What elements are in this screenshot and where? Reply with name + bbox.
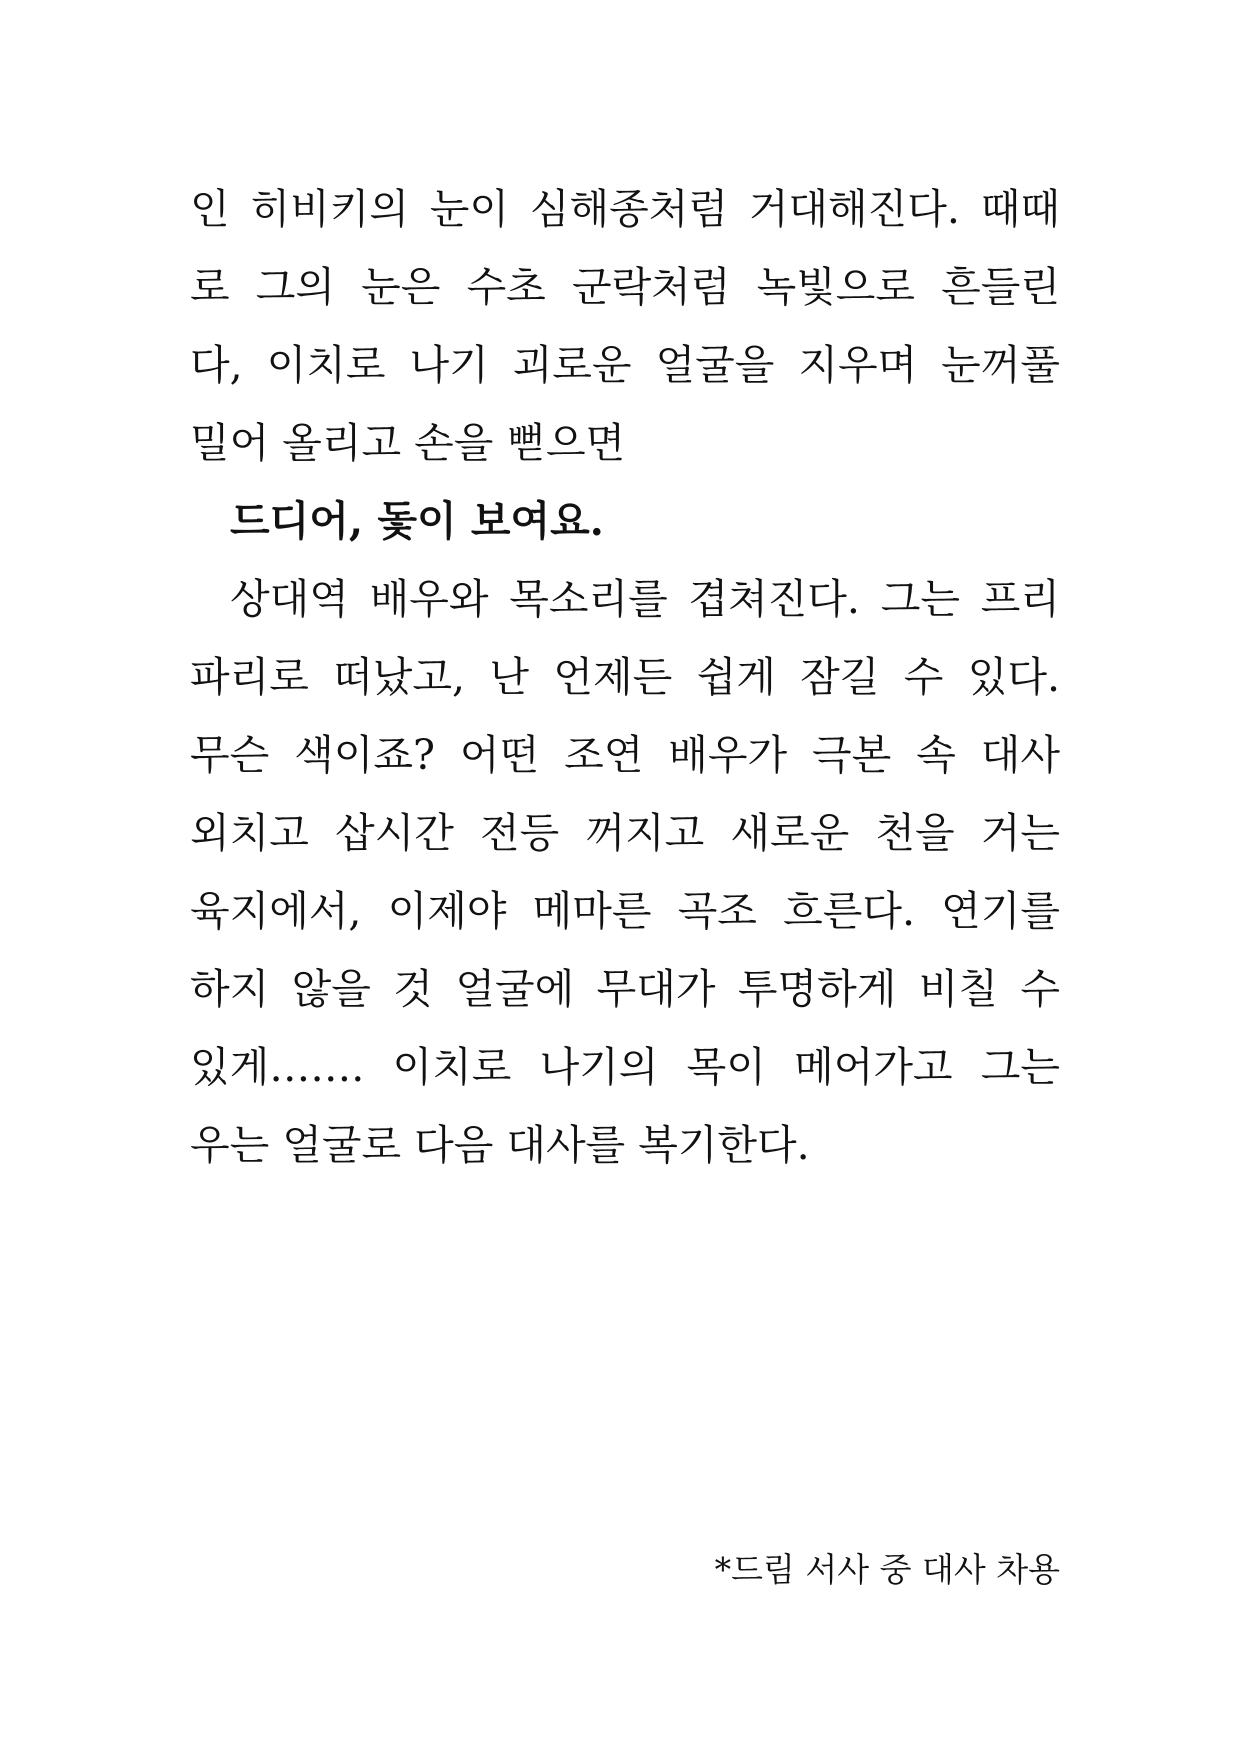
text-line: 다, 이치로 나기 괴로운 얼굴을 지우며 눈꺼풀 <box>190 341 1060 389</box>
text-line: 파리로 떠났고, 난 언제든 쉽게 잠길 수 있다. <box>190 653 1060 701</box>
text-line: 무슨 색이죠? 어떤 조연 배우가 극본 속 대사 <box>190 731 1060 779</box>
text-line: 상대역 배우와 목소리를 겹쳐진다. 그는 프리 <box>230 575 1060 623</box>
text-line: 하지 않을 것 얼굴에 무대가 투명하게 비칠 수 <box>190 965 1060 1013</box>
text-line: 우는 얼굴로 다음 대사를 복기한다. <box>190 1121 810 1169</box>
text-line: 있게……. 이치로 나기의 목이 메어가고 그는 <box>190 1043 1060 1091</box>
text-line: 외치고 삽시간 전등 꺼지고 새로운 천을 거는 <box>190 809 1060 857</box>
dialogue-line: 드디어, 돛이 보여요. <box>230 497 604 545</box>
text-line: 육지에서, 이제야 메마른 곡조 흐른다. 연기를 <box>190 887 1060 935</box>
body-text <box>190 170 1060 1184</box>
text-line: 인 히비키의 눈이 심해종처럼 거대해진다. 때때 <box>190 185 1060 233</box>
footnote: *드림 서사 중 대사 차용 <box>714 1550 1060 1589</box>
text-line: 밀어 올리고 손을 뻗으면 <box>190 419 626 467</box>
text-line: 로 그의 눈은 수초 군락처럼 녹빛으로 흔들린 <box>190 263 1060 311</box>
